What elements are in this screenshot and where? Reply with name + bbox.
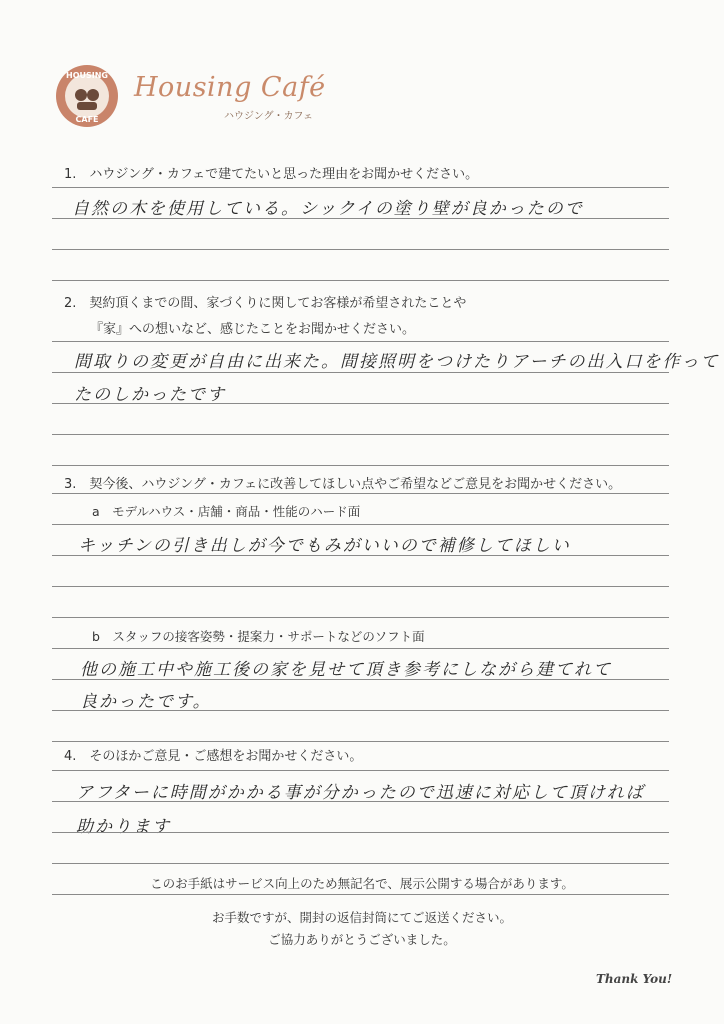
- brand-kana: ハウジング・カフェ: [224, 111, 314, 122]
- question-2-label-2: 『家』への想いなど、感じたことをお聞かせください。: [90, 322, 416, 337]
- brand-name: Housing Café: [134, 72, 326, 103]
- question-2-label: 2. 契約頂くまでの間、家づくりに関してお客様が希望されたことや: [64, 296, 467, 311]
- answer-4-line-2: 助かります: [76, 817, 171, 837]
- footer-return-note: お手数ですが、開封の返信封筒にてご返送ください。: [211, 910, 512, 925]
- footer-notice: このお手紙はサービス向上のため無記名で、展示公開する場合があります。: [150, 876, 574, 891]
- answer-2-line-2: たのしかったです: [74, 385, 226, 405]
- answer-3b-line-2: 良かったです。: [80, 692, 212, 712]
- logo-text-bottom: CAFE: [75, 115, 99, 124]
- answer-1-line-1: 自然の木を使用している。シックイの塗り壁が良かったので: [72, 199, 584, 219]
- logo-text-top: HOUSING: [66, 71, 108, 80]
- question-3a-label: a モデルハウス・店舗・商品・性能のハード面: [92, 504, 361, 519]
- answer-2-line-1: 間取りの変更が自由に出来た。間接照明をつけたりアーチの出入口を作って: [74, 352, 720, 372]
- answer-3b-line-1: 他の施工中や施工後の家を見せて頂き参考にしながら建てれて: [80, 660, 612, 680]
- answer-3a-line-1: キッチンの引き出しが今でもみがいいので補修してほしい: [78, 536, 571, 556]
- question-1-label: 1. ハウジング・カフェで建てたいと思った理由をお聞かせください。: [64, 167, 479, 182]
- question-3-label: 3. 契今後、ハウジング・カフェに改善してほしい点やご希望などご意見をお聞かせください。: [64, 477, 622, 492]
- footer-thanks-jp: ご協力ありがとうございました。: [268, 932, 456, 947]
- housing-cafe-logo: [55, 64, 119, 128]
- footer-thanks-en: Thank You!: [596, 972, 673, 986]
- answer-4-line-1: アフターに時間がかかる事が分かったので迅速に対応して頂ければ: [76, 783, 645, 803]
- question-4-label: 4. そのほかご意見・ご感想をお聞かせください。: [64, 749, 363, 764]
- question-3b-label: b スタッフの接客姿勢・提案力・サポートなどのソフト面: [92, 629, 425, 644]
